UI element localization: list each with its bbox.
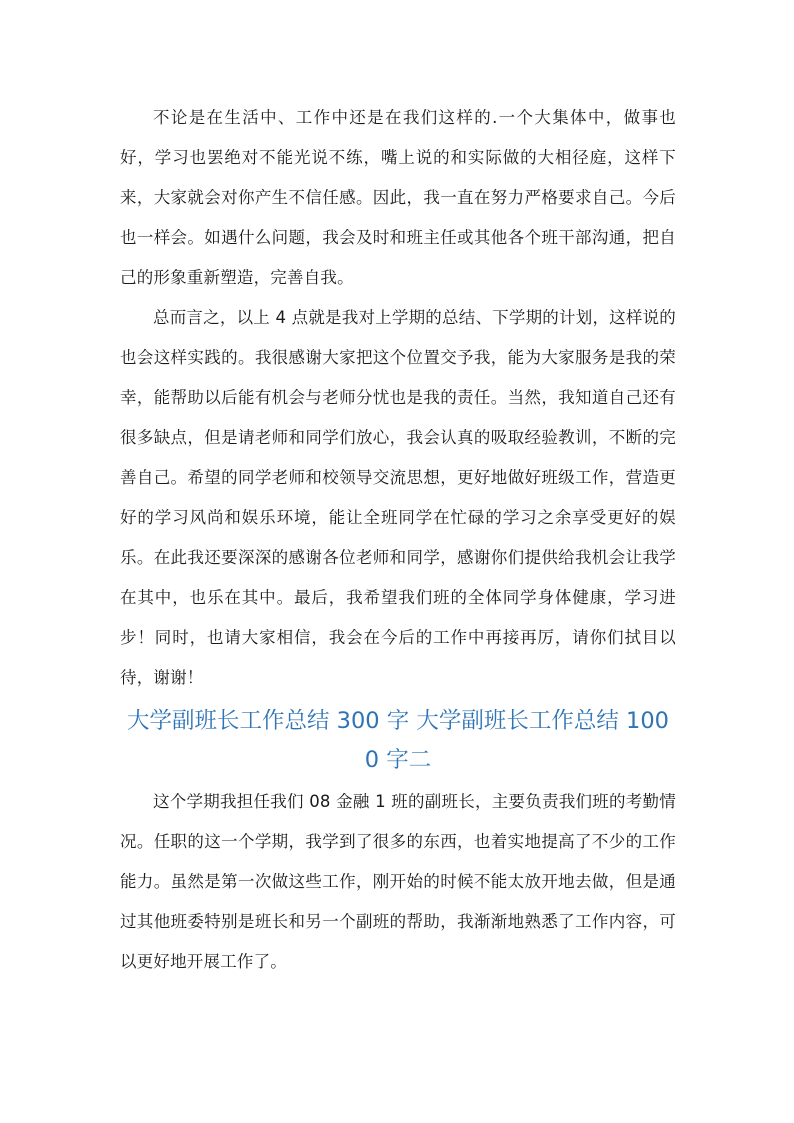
body-paragraph-2: 总而言之，以上 4 点就是我对上学期的总结、下学期的计划，这样说的也会这样实践的。我很感谢大家把这个位置交予我，能为大家服务是我的荣幸，能帮助以后能有机会与老师分忧也是我的责任。当然，我知道自己还有很多缺点，但是请老师和同学们放心，我会认真的吸取经验教训，不断的完善自己。希望的同学老师和校领导交流思想，更好地做好班级工作，营造更好的学习风尚和娱乐环境，能让全班同学在忙碌的学习之余享受更好的娱乐。在此我还要深深的感谢各位老师和同学，感谢你们提供给我机会让我学在其中，也乐在其中。最后，我希望我们班的全体同学身体健康，学习进步！同时，也请大家相信，我会在今后的工作中再接再厉，请你们拭目以待，谢谢！ bbox=[120, 308, 676, 687]
document-page bbox=[120, 98, 676, 982]
body-paragraph-1: 不论是在生活中、工作中还是在我们这样的.一个大集体中，做事也好，学习也罢绝对不能光说不练，嘴上说的和实际做的大相径庭，这样下来，大家就会对你产生不信任感。因此，我一直在努力严格要求自己。今后也一样会。如遇什么问题，我会及时和班主任或其他各个班干部沟通，把自己的形象重新塑造，完善自我。 bbox=[120, 108, 676, 287]
body-paragraph-3: 这个学期我担任我们 08 金融 1 班的副班长，主要负责我们班的考勤情况。任职的这一个学期，我学到了很多的东西，也着实地提高了不少的工作能力。虽然是第一次做这些工作，刚开始的时候不能太放开地去做，但是通过其他班委特别是班长和另一个副班的帮助，我渐渐地熟悉了工作内容，可以更好地开展工作了。 bbox=[120, 792, 676, 971]
section-heading: 大学副班长工作总结 300 字 大学副班长工作总结 1000 字二 bbox=[126, 708, 669, 773]
